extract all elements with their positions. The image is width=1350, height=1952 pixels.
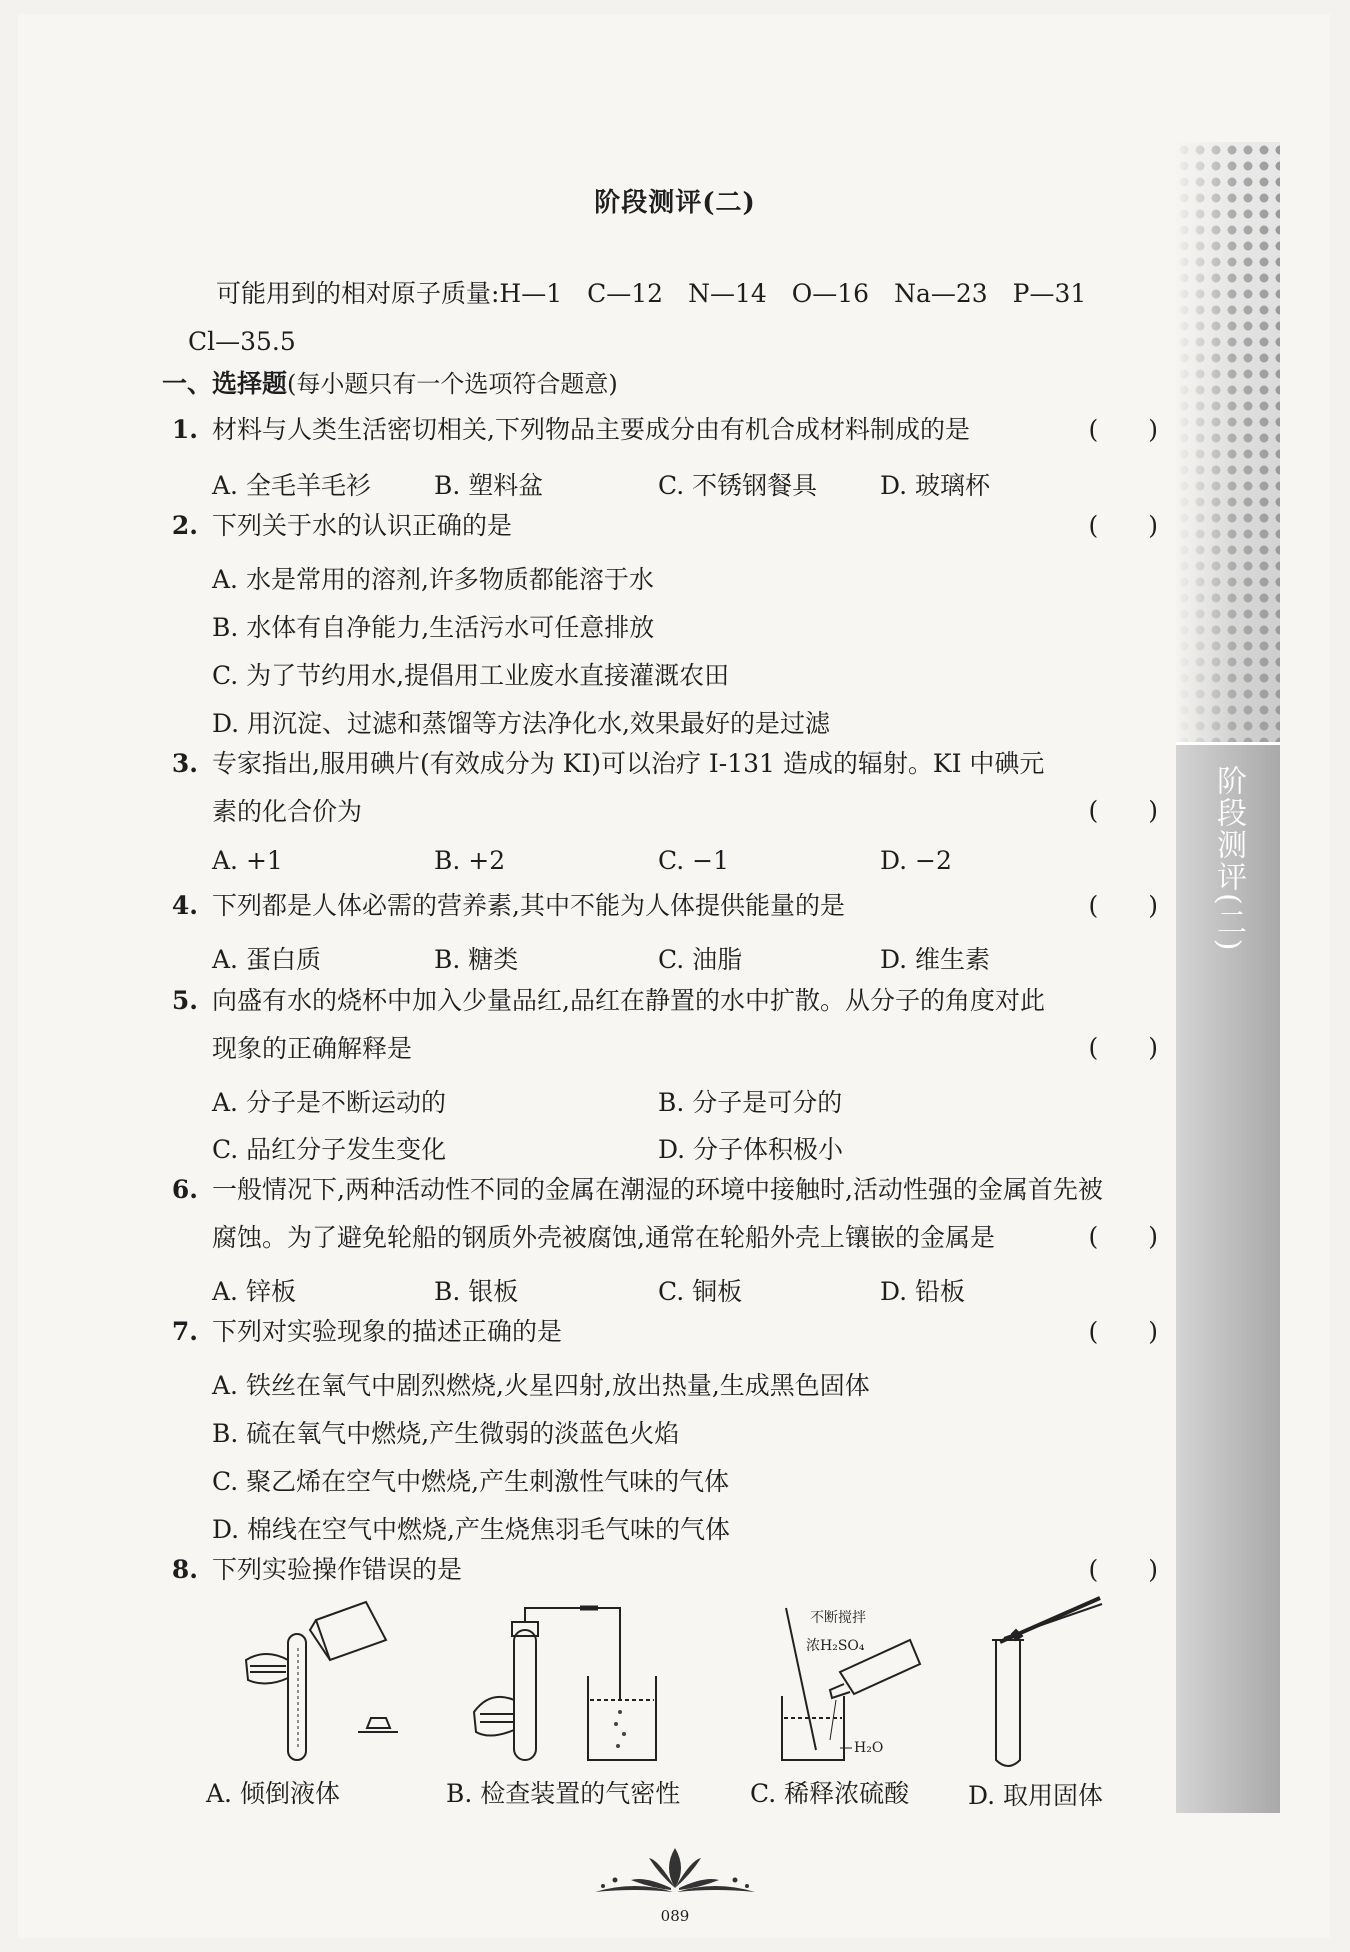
bottle-stopper	[367, 1718, 390, 1728]
option-c: C. 聚乙烯在空气中燃烧,产生刺激性气味的气体	[212, 1467, 730, 1496]
footer-ornament-icon	[575, 1840, 775, 1900]
option-c: C. −1	[658, 846, 729, 875]
option-a: A. 水是常用的溶剂,许多物质都能溶于水	[212, 565, 654, 594]
test-tube	[514, 1630, 536, 1760]
option-c: C. 为了节约用水,提倡用工业废水直接灌溉农田	[212, 661, 730, 690]
question-number: 7.	[171, 1317, 198, 1346]
option-d: D. 用沉淀、过滤和蒸馏等方法净化水,效果最好的是过滤	[212, 709, 830, 738]
option-d: D. 维生素	[880, 945, 991, 974]
option-c: C. 铜板	[658, 1277, 743, 1306]
annotation-water: H₂O	[854, 1740, 884, 1756]
question-4	[168, 882, 1158, 930]
answer-blank[interactable]: ( )	[1088, 1555, 1158, 1584]
question-stem-cont: 素的化合价为	[212, 796, 363, 826]
question-7	[168, 1308, 1158, 1356]
option-b: B. 硫在氧气中燃烧,产生微弱的淡蓝色火焰	[212, 1419, 680, 1448]
option-a: A. +1	[212, 846, 283, 875]
figure-dilute-acid	[770, 1600, 970, 1770]
question-number: 6.	[171, 1175, 198, 1204]
option-d: D. 铅板	[880, 1277, 966, 1306]
hand	[474, 1697, 514, 1736]
figure-c-caption: C. 稀释浓硫酸	[750, 1779, 910, 1808]
question-number: 8.	[171, 1555, 198, 1584]
option-a: A. 分子是不断运动的	[212, 1088, 446, 1117]
test-tube	[996, 1640, 1020, 1766]
option-b: B. 水体有自净能力,生活污水可任意排放	[212, 613, 655, 642]
question-number: 5.	[171, 986, 198, 1015]
question-5	[168, 977, 1158, 1072]
answer-blank[interactable]: ( )	[1088, 891, 1158, 920]
answer-blank[interactable]: ( )	[1088, 415, 1158, 444]
figure-a-caption: A. 倾倒液体	[206, 1779, 340, 1808]
option-b: B. 塑料盆	[434, 471, 544, 500]
answer-blank[interactable]: ( )	[1088, 796, 1158, 825]
option-c: C. 品红分子发生变化	[212, 1135, 447, 1164]
option-c: C. 不锈钢餐具	[658, 471, 818, 500]
annotation-stir: 不断搅拌	[810, 1610, 866, 1626]
figure-pouring-liquid	[226, 1600, 416, 1770]
option-a: A. 蛋白质	[212, 945, 321, 974]
option-b: B. +2	[434, 846, 506, 875]
question-2	[168, 502, 1158, 550]
answer-blank[interactable]: ( )	[1088, 1222, 1158, 1251]
atomic-mass-note	[188, 270, 1162, 366]
option-a: A. 锌板	[212, 1277, 296, 1306]
option-b: B. 银板	[434, 1277, 519, 1306]
option-d: D. −2	[880, 846, 952, 875]
test-tube	[288, 1634, 306, 1760]
question-stem: 下列实验操作错误的是	[212, 1555, 463, 1584]
hand	[246, 1654, 288, 1684]
section-note: (每小题只有一个选项符合题意)	[287, 370, 618, 398]
answer-blank[interactable]: ( )	[1088, 1033, 1158, 1062]
question-3	[168, 740, 1158, 835]
glass-rod	[786, 1608, 816, 1750]
question-6	[168, 1166, 1158, 1261]
question-stem: 一般情况下,两种活动性不同的金属在潮湿的环境中接触时,活动性强的金属首先被	[212, 1175, 1103, 1204]
option-a: A. 铁丝在氧气中剧烈燃烧,火星四射,放出热量,生成黑色固体	[212, 1371, 870, 1400]
option-b: B. 糖类	[434, 945, 519, 974]
page-number: 089	[660, 1907, 690, 1925]
side-fade	[1176, 142, 1280, 742]
question-stem: 向盛有水的烧杯中加入少量品红,品红在静置的水中扩散。从分子的角度对此	[212, 986, 1045, 1015]
option-d: D. 分子体积极小	[658, 1135, 844, 1164]
option-d: D. 棉线在空气中燃烧,产生烧焦羽毛气味的气体	[212, 1515, 730, 1544]
chapter-side-tab	[1176, 142, 1280, 1810]
question-stem: 下列对实验现象的描述正确的是	[212, 1317, 563, 1346]
option-c: C. 油脂	[658, 945, 743, 974]
question-1	[168, 406, 1158, 454]
side-tab-label: 阶段测评(二)	[1211, 765, 1246, 953]
option-d: D. 玻璃杯	[880, 471, 991, 500]
question-stem: 下列关于水的认识正确的是	[212, 511, 513, 540]
answer-blank[interactable]: ( )	[1088, 511, 1158, 540]
section-title: 一、选择题	[162, 369, 288, 398]
question-number: 2.	[171, 511, 198, 540]
question-8	[168, 1546, 1158, 1594]
beaker	[588, 1676, 656, 1760]
figure-taking-solid	[990, 1590, 1120, 1770]
side-tab-body	[1176, 742, 1280, 1813]
glass-tube	[525, 1608, 620, 1700]
atomic-mass-line2: Cl—35.5	[188, 327, 296, 356]
question-stem: 专家指出,服用碘片(有效成分为 KI)可以治疗 I-131 造成的辐射。KI 中碘元	[212, 749, 1045, 778]
section-heading	[162, 364, 618, 400]
question-number: 1.	[171, 415, 198, 444]
bubbles	[614, 1710, 626, 1748]
option-b: B. 分子是可分的	[658, 1088, 843, 1117]
figure-airtightness	[470, 1600, 660, 1770]
atomic-mass-line1: 可能用到的相对原子质量:H—1 C—12 N—14 O—16 Na—23 P—31	[216, 279, 1087, 308]
question-number: 4.	[171, 891, 198, 920]
question-number: 3.	[171, 749, 198, 778]
question-stem: 下列都是人体必需的营养素,其中不能为人体提供能量的是	[212, 891, 845, 920]
question-stem-cont: 腐蚀。为了避免轮船的钢质外壳被腐蚀,通常在轮船外壳上镶嵌的金属是	[212, 1222, 995, 1252]
page-title: 阶段测评(二)	[594, 188, 756, 218]
option-a: A. 全毛羊毛衫	[212, 471, 371, 500]
figure-b-caption: B. 检查装置的气密性	[446, 1779, 681, 1808]
question-stem: 材料与人类生活密切相关,下列物品主要成分由有机合成材料制成的是	[212, 415, 970, 444]
reagent-bottle	[316, 1602, 386, 1660]
annotation-acid: 浓H₂SO₄	[806, 1638, 865, 1654]
answer-blank[interactable]: ( )	[1088, 1317, 1158, 1346]
question-stem-cont: 现象的正确解释是	[212, 1033, 413, 1063]
figure-d-caption: D. 取用固体	[968, 1781, 1104, 1810]
